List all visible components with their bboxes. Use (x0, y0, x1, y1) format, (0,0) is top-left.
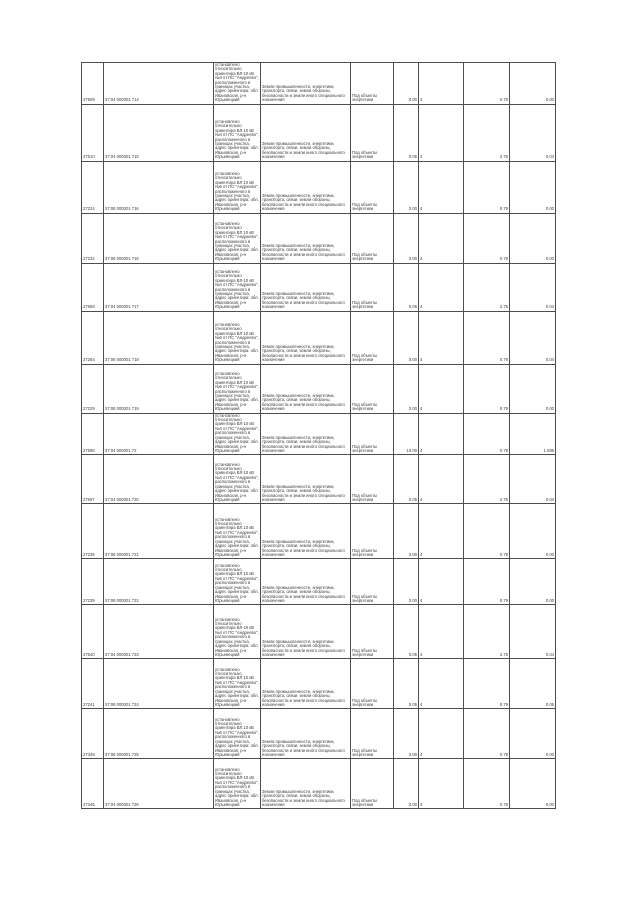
cell-num2: 4 (419, 709, 464, 759)
cell-cadastral_number: 37:04 000001 715 (104, 104, 214, 161)
cell-permitted_use: Под объекты энергетики (351, 413, 394, 455)
cell-num3: 0.79 (464, 759, 510, 809)
cell-cadastral_number: 37:06 000001 722 (104, 559, 214, 605)
cell-num1: 0.05 (394, 659, 419, 709)
cell-location: установлено относительно ориентира ВЛ-10 кВ №4 от ПС "Андреево", расположенного в границах участка, адрес ориентира: обл. Ивановская, р-н Юрьевецкий (214, 263, 261, 311)
cell-id: 27510 (82, 104, 104, 161)
cell-num1: 0.00 (394, 161, 419, 213)
cell-num2: 4 (419, 63, 464, 105)
cell-land_category: Земли промышленности, энергетики, транспорта, связи, земли обороны, безопасности и земли иного специального назначения (261, 559, 351, 605)
cell-num3: 0.79 (464, 63, 510, 105)
cell-num1: 10.00 (394, 413, 419, 455)
cell-land_category: Земли промышленности, энергетики, транспорта, связи, земли обороны, безопасности и земли иного специального назначения (261, 364, 351, 413)
cell-num1: 0.00 (394, 559, 419, 605)
cell-num3: 2.75 (464, 263, 510, 311)
table-row (82, 364, 556, 413)
cell-permitted_use: Под объекты энергетики (351, 213, 394, 263)
table-row (82, 455, 556, 504)
cell-num4: 0.04 (510, 263, 556, 311)
cell-land_category: Земли промышленности, энергетики, транспорта, связи, земли обороны, безопасности и земли иного специального назначения (261, 759, 351, 809)
cell-permitted_use: Под объекты энергетики (351, 504, 394, 559)
cell-num2: 4 (419, 605, 464, 659)
cell-num4: 0.00 (510, 559, 556, 605)
cell-num2: 4 (419, 161, 464, 213)
cell-location: установлено относительно ориентира ВЛ-10 кВ №4 от ПС "Андреево", расположенного в границах участка, адрес ориентира: обл. Ивановская, р-н Юрьевецкий (214, 455, 261, 504)
cell-num4: 0.04 (510, 311, 556, 364)
cell-location: установлено относительно ориентира ВЛ 10 кВ №6 от ПС "Андреево", расположенного в границах участка, адрес ориентира: обл. Ивановская, р-н Юрьевецкий (214, 364, 261, 413)
cell-permitted_use: Под объекты энергетики (351, 759, 394, 809)
cell-num4: 0.00 (510, 504, 556, 559)
cell-cadastral_number: 37:06 000001 721 (104, 504, 214, 559)
cell-num1: 0.00 (394, 364, 419, 413)
cell-id: 27540 (82, 605, 104, 659)
cell-id: 27239 (82, 559, 104, 605)
cell-land_category: Земли промышленности, энергетики, транспорта, связи, земли обороны, безопасности и земли иного специального назначения (261, 63, 351, 105)
cell-num4: 1.095 (510, 413, 556, 455)
cell-id: 27509 (82, 63, 104, 105)
cell-permitted_use: Под объекты энергетики (351, 364, 394, 413)
cell-cadastral_number: 37:04 000001 723 (104, 605, 214, 659)
cell-num3: 0.79 (464, 213, 510, 263)
cell-land_category: Земли промышленности, энергетики, транспорта, связи, земли обороны, безопасности и земли иного специального назначения (261, 104, 351, 161)
cell-location: установлено относительно ориентира ВЛ 10 кВ №6 от ПС "Андреево", расположенного в границах участка, адрес ориентира: обл. Ивановская, р-н Юрьевецкий (214, 504, 261, 559)
cell-num1: 0.05 (394, 263, 419, 311)
cell-num1: 0.00 (394, 504, 419, 559)
cell-location: установлено относительно ориентира ВЛ 10 кВ №6 от ПС "Андреево", расположенного в границах участка, адрес ориентира: обл. Ивановская, р-н Юрьевецкий (214, 709, 261, 759)
cell-num4: 0.00 (510, 161, 556, 213)
cell-land_category: Земли промышленности, энергетики, транспорта, связи, земли обороны, безопасности и земли иного специального назначения (261, 161, 351, 213)
cell-id: 27241 (82, 659, 104, 709)
cell-location: установлено относительно ориентира ВЛ 10 кВ №6 от ПС "Андреево", расположенного в границах участка, адрес ориентира: обл. Ивановская, р-н Юрьевецкий (214, 161, 261, 213)
cell-num4: 0.04 (510, 605, 556, 659)
cell-num2: 4 (419, 455, 464, 504)
cell-location: установлено относительно ориентира ВЛ 10 кВ №6 от ПС "Андреево", расположенного в границах участка, адрес ориентира: обл. Ивановская, р-н Юрьевецкий (214, 311, 261, 364)
cell-num3: 0.79 (464, 364, 510, 413)
cell-num2: 4 (419, 659, 464, 709)
cell-num3: 2.75 (464, 605, 510, 659)
cell-land_category: Земли промышленности, энергетики, транспорта, связи, земли обороны, безопасности и земли иного специального назначения (261, 455, 351, 504)
table-row (82, 659, 556, 709)
cell-location: установлено относительно ориентира ВЛ-10 кВ №4 от ПС "Андреево", расположенного в границах участка, адрес ориентира: обл. Ивановская, р-н Юрьевецкий (214, 759, 261, 809)
cell-num2: 4 (419, 504, 464, 559)
cell-num3: 0.79 (464, 504, 510, 559)
parcel-table (81, 62, 556, 809)
cell-cadastral_number: 37:04 000001 720 (104, 455, 214, 504)
cell-permitted_use: Под объекты энергетики (351, 263, 394, 311)
cell-location: установлено относительно ориентира ВЛ 10 кВ №6 от ПС "Андреево", расположенного в границах участка, адрес ориентира: обл. Ивановская, р-н Юрьевецкий (214, 213, 261, 263)
cell-id: 27229 (82, 364, 104, 413)
cell-num2: 4 (419, 759, 464, 809)
table-row (82, 413, 556, 455)
cell-num1: 0.05 (394, 455, 419, 504)
cell-cadastral_number: 37:06 000001 718 (104, 311, 214, 364)
cell-location: установлено относительно ориентира ВЛ-10 кВ №4 от ПС "Андреево", расположенного в границах участка, адрес ориентира: обл. Ивановская, р-н Юрьевецкий (215, 62, 259, 103)
table-row (82, 311, 556, 364)
cell-location: установлено относительно ориентира ВЛ 10 кВ №6 от ПС "Андреево", расположенного в границах участка, адрес ориентира: обл. Ивановская, р-н Юрьевецкий (214, 659, 261, 709)
cell-num4: 0.00 (510, 63, 556, 105)
cell-permitted_use: Под объекты энергетики (351, 455, 394, 504)
cell-id: 27224 (82, 161, 104, 213)
cell-num1: 0.00 (394, 759, 419, 809)
table-row (82, 63, 556, 105)
cell-permitted_use: Под объекты энергетики (351, 104, 394, 161)
cell-num3: 0.79 (464, 709, 510, 759)
cell-cadastral_number: 37:06 000001 716 (104, 213, 214, 263)
cell-land_category: Земли промышленности, энергетики, транспорта, связи, земли обороны, безопасности и земли иного специального назначения (261, 311, 351, 364)
cell-num2: 4 (419, 263, 464, 311)
cell-land_category: Земли промышленности, энергетики, транспорта, связи, земли обороны, безопасности и земли иного специального назначения (261, 605, 351, 659)
cell-num3: 0.79 (464, 659, 510, 709)
cell-num4: 0.00 (510, 213, 556, 263)
cell-num4: 0.04 (510, 455, 556, 504)
cell-id: 27559 (82, 263, 104, 311)
cell-num1: 0.00 (394, 63, 419, 105)
cell-location: установлено относительно ориентира ВЛ 10 кВ №4 от ПС "Андреево", расположенного в границах участка, адрес ориентира: обл. Ивановская, р-н Юрьевецкий (214, 104, 261, 161)
cell-permitted_use: Под объекты энергетики (351, 63, 394, 105)
table-row (82, 559, 556, 605)
cell-cadastral_number: 37:06 000001 724 (104, 659, 214, 709)
cell-cadastral_number: 37:06 000001 716 (104, 161, 214, 213)
table-row (82, 605, 556, 659)
table-row (82, 504, 556, 559)
cell-cadastral_number: 37:04 000001 717 (104, 263, 214, 311)
cell-permitted_use: Под объекты энергетики (351, 559, 394, 605)
cell-permitted_use: Под объекты энергетики (351, 659, 394, 709)
cell-location: установлено относительно ориентира ВЛ-10 кВ №4 от ПС "Андреево", расположенного в границах участка, адрес ориентира: обл. Ивановская, р-н Юрьевецкий (215, 413, 259, 453)
cell-id: 27597 (82, 455, 104, 504)
cell-num3: 0.79 (464, 559, 510, 605)
cell-permitted_use: Под объекты энергетики (351, 605, 394, 659)
cell-permitted_use: Под объекты энергетики (351, 161, 394, 213)
cell-num2: 4 (419, 213, 464, 263)
parcel-table-body (82, 63, 556, 809)
cell-num1: 0.00 (394, 709, 419, 759)
cell-num4: 0.05 (510, 659, 556, 709)
table-row (82, 161, 556, 213)
cell-num3: 0.79 (464, 311, 510, 364)
cell-num2: 4 (419, 311, 464, 364)
cell-id: 27264 (82, 311, 104, 364)
cell-num3: 2.76 (464, 104, 510, 161)
cell-id: 27596 (82, 413, 104, 455)
cell-num3: 0.79 (464, 413, 510, 455)
cell-cadastral_number: 37:04 000001 72 (104, 413, 214, 455)
table-row (82, 104, 556, 161)
cell-num2: 4 (419, 364, 464, 413)
cell-id: 27349 (82, 709, 104, 759)
cell-permitted_use: Под объекты энергетики (351, 709, 394, 759)
cell-num1: 0.05 (394, 104, 419, 161)
cell-land_category: Земли промышленности, энергетики, транспорта, связи, земли обороны, безопасности и земли иного специального назначения (261, 413, 351, 455)
cell-cadastral_number: 37:06 000001 719 (104, 364, 214, 413)
cell-num2: 4 (419, 104, 464, 161)
cell-num1: 0.00 (394, 213, 419, 263)
cell-land_category: Земли промышленности, энергетики, транспорта, связи, земли обороны, безопасности и земли иного специального назначения (261, 504, 351, 559)
cell-land_category: Земли промышленности, энергетики, транспорта, связи, земли обороны, безопасности и земли иного специального назначения (261, 709, 351, 759)
cell-num4: 0.00 (510, 364, 556, 413)
cell-id: 27232 (82, 213, 104, 263)
cell-cadastral_number: 37:04 000001 714 (104, 63, 214, 105)
cell-land_category: Земли промышленности, энергетики, транспорта, связи, земли обороны, безопасности и земли иного специального назначения (261, 659, 351, 709)
cell-id: 27345 (82, 759, 104, 809)
cell-num3: 0.79 (464, 161, 510, 213)
table-row (82, 263, 556, 311)
table-row (82, 709, 556, 759)
cell-num1: 0.05 (394, 605, 419, 659)
cell-num1: 0.00 (394, 311, 419, 364)
cell-location: установлено относительно ориентира ВЛ-10 кВ №4 от ПС "Андреево", расположенного в границах участка, адрес ориентира: обл. Ивановская, р-н Юрьевецкий (214, 605, 261, 659)
cell-num2: 4 (419, 413, 464, 455)
table-row (82, 759, 556, 809)
cell-cadastral_number: 37:04 000001 726 (104, 759, 214, 809)
table-row (82, 213, 556, 263)
cell-id: 27236 (82, 504, 104, 559)
cell-num3: 2.76 (464, 455, 510, 504)
cell-land_category: Земли промышленности, энергетики, транспорта, связи, земли обороны, безопасности и земли иного специального назначения (261, 263, 351, 311)
cell-num2: 4 (419, 559, 464, 605)
cell-num4: 0.00 (510, 709, 556, 759)
cell-cadastral_number: 37:06 000001 725 (104, 709, 214, 759)
cell-location: установлено относительно ориентира ВЛ 10 кВ №6 от ПС "Андреево", расположенного в границах участка, адрес ориентира: обл. Ивановская, р-н Юрьевецкий (214, 559, 261, 605)
cell-num4: 0.04 (510, 104, 556, 161)
cell-land_category: Земли промышленности, энергетики, транспорта, связи, земли обороны, безопасности и земли иного специального назначения (261, 213, 351, 263)
cell-num4: 0.00 (510, 759, 556, 809)
cell-permitted_use: Под объекты энергетики (351, 311, 394, 364)
